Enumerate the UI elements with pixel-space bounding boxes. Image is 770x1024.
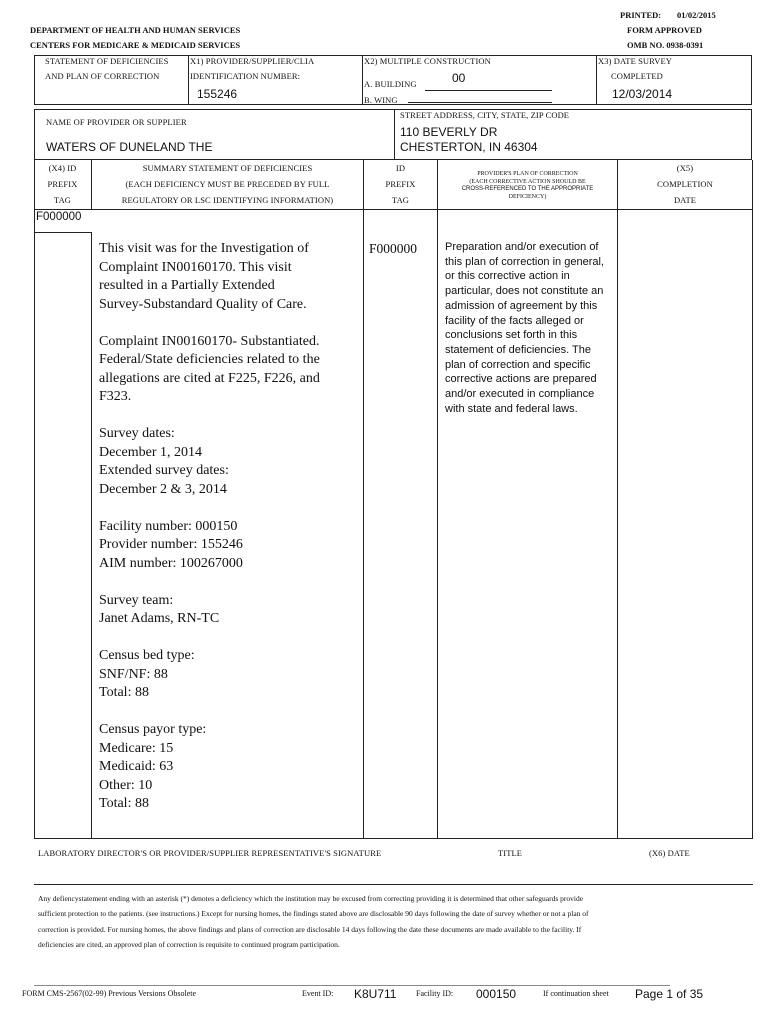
page-number: Page 1 of 35 — [635, 987, 704, 1001]
x4-prefix-label: PREFIX — [47, 179, 78, 189]
plan-of-correction: Preparation and/or execution of this plan of correction in general, or this corrective action in particular, does not constitute an admission of agreement by this facility of the facts alleged or conclusions set forth in this statement of deficiencies. The plan of correction and specific corrective actions are prepared and/or executed in compliance with state and federal laws. — [445, 241, 604, 415]
completion-label: COMPLETION — [657, 179, 713, 189]
address-line2: CHESTERTON, IN 46304 — [400, 140, 538, 154]
summary-statement: This visit was for the Investigation of Complaint IN00160170. This visit resulted in a Partially Extended Survey-Substandard Quality of Care. Complaint IN00160170- Substantiated. Federal/State deficiencies related to the allegations are cited at F225, F226, and F323. Survey dates: December 1, 2014 Extended survey dates: December 2 & 3, 2014 Facility number: 000150 Provider number: 155246 AIM number: 100267000 Survey team: Janet Adams, RN-TC Census bed type: SNF/NF: 88 Total: 88 Census payor type: Medicare: 15 Medicaid: 63 Other: 10 Total: 88 — [99, 241, 320, 811]
provider-clia-label: X1) PROVIDER/SUPPLIER/CLIA — [190, 56, 315, 66]
summary-header: SUMMARY STATEMENT OF DEFICIENCIES — [142, 163, 313, 173]
form-number: FORM CMS-2567(02-99) Previous Versions Obsolete — [22, 989, 197, 998]
centers-name: CENTERS FOR MEDICARE & MEDICAID SERVICES — [30, 40, 241, 50]
signature-label: LABORATORY DIRECTOR'S OR PROVIDER/SUPPLIER REPRESENTATIVE'S SIGNATURE — [38, 848, 382, 858]
printed-label: PRINTED: — [620, 10, 662, 20]
address-line1: 110 BEVERLY DR — [400, 125, 498, 139]
plan-header: PROVIDER'S PLAN OF CORRECTION — [477, 171, 578, 177]
survey-date-value: 12/03/2014 — [612, 87, 673, 101]
id-prefix-label: PREFIX — [385, 179, 416, 189]
facility-id-label: Facility ID: — [416, 989, 454, 998]
form-approved: FORM APPROVED — [627, 25, 702, 35]
event-id-value: K8U711 — [354, 987, 397, 1001]
provider-name-label: NAME OF PROVIDER OR SUPPLIER — [46, 117, 187, 127]
x6-date-label: (X6) DATE — [649, 848, 690, 858]
printed-date: 01/02/2015 — [677, 10, 716, 20]
x4-tag-label: TAG — [53, 195, 72, 205]
plan-subheader-2: CROSS-REFERENCED TO THE APPROPRIATE — [461, 186, 594, 192]
completion-date-label: DATE — [673, 195, 697, 205]
continuation-label: If continuation sheet — [543, 989, 609, 998]
x5-label: (X5) — [676, 163, 694, 173]
omb-number: OMB NO. 0938-0391 — [627, 40, 704, 50]
completed-label: COMPLETED — [611, 71, 663, 81]
id-tag-label: TAG — [391, 195, 410, 205]
date-survey-label: X3) DATE SURVEY — [598, 56, 673, 66]
provider-name: WATERS OF DUNELAND THE — [46, 140, 213, 154]
wing-label: B. WING — [364, 95, 398, 105]
building-value: 00 — [452, 71, 466, 85]
deficiency-tag-right: F000000 — [369, 241, 418, 256]
plan-subheader-1: (EACH CORRECTIVE ACTION SHOULD BE — [469, 179, 586, 185]
statement-label: STATEMENT OF DEFICIENCIES — [45, 56, 169, 66]
id-label: ID — [395, 163, 406, 173]
multiple-construction-label: X2) MULTIPLE CONSTRUCTION — [364, 56, 491, 66]
plan-label: AND PLAN OF CORRECTION — [45, 71, 160, 81]
identification-label: IDENTIFICATION NUMBER: — [190, 71, 301, 81]
x4-id-label: (X4) ID — [48, 163, 77, 173]
facility-id-value: 000150 — [476, 987, 517, 1001]
summary-subheader-2: REGULATORY OR LSC IDENTIFYING INFORMATION) — [121, 195, 334, 205]
disclaimer-text: Any defiencystatement ending with an asterisk (*) denotes a deficiency which the institution may be excused from correcting providing it is determined that other safeguards provide sufficient protection to the patients. (see instructions.) Except for nursing homes, the findings stated above are disclosable 90 days following the date of survey whether or not a plan of correction is provided. For nursing homes, the above findings and plans of correction are disclosable 14 days following the date these documents are made available to the facility. If deficiencies are cited, an approved plan of correction is requisite to continued program participation. — [38, 894, 589, 950]
building-label: A. BUILDING — [364, 79, 417, 89]
department-name: DEPARTMENT OF HEALTH AND HUMAN SERVICES — [30, 25, 241, 35]
plan-subheader-3: DEFICIENCY) — [508, 194, 547, 200]
provider-id-value: 155246 — [197, 87, 238, 101]
address-label: STREET ADDRESS, CITY, STATE, ZIP CODE — [400, 110, 570, 120]
summary-subheader: (EACH DEFICIENCY MUST BE PRECEDED BY FULL — [125, 179, 330, 189]
event-id-label: Event ID: — [302, 989, 334, 998]
deficiency-tag-left: F000000 — [36, 211, 82, 223]
title-label: TITLE — [498, 848, 523, 858]
